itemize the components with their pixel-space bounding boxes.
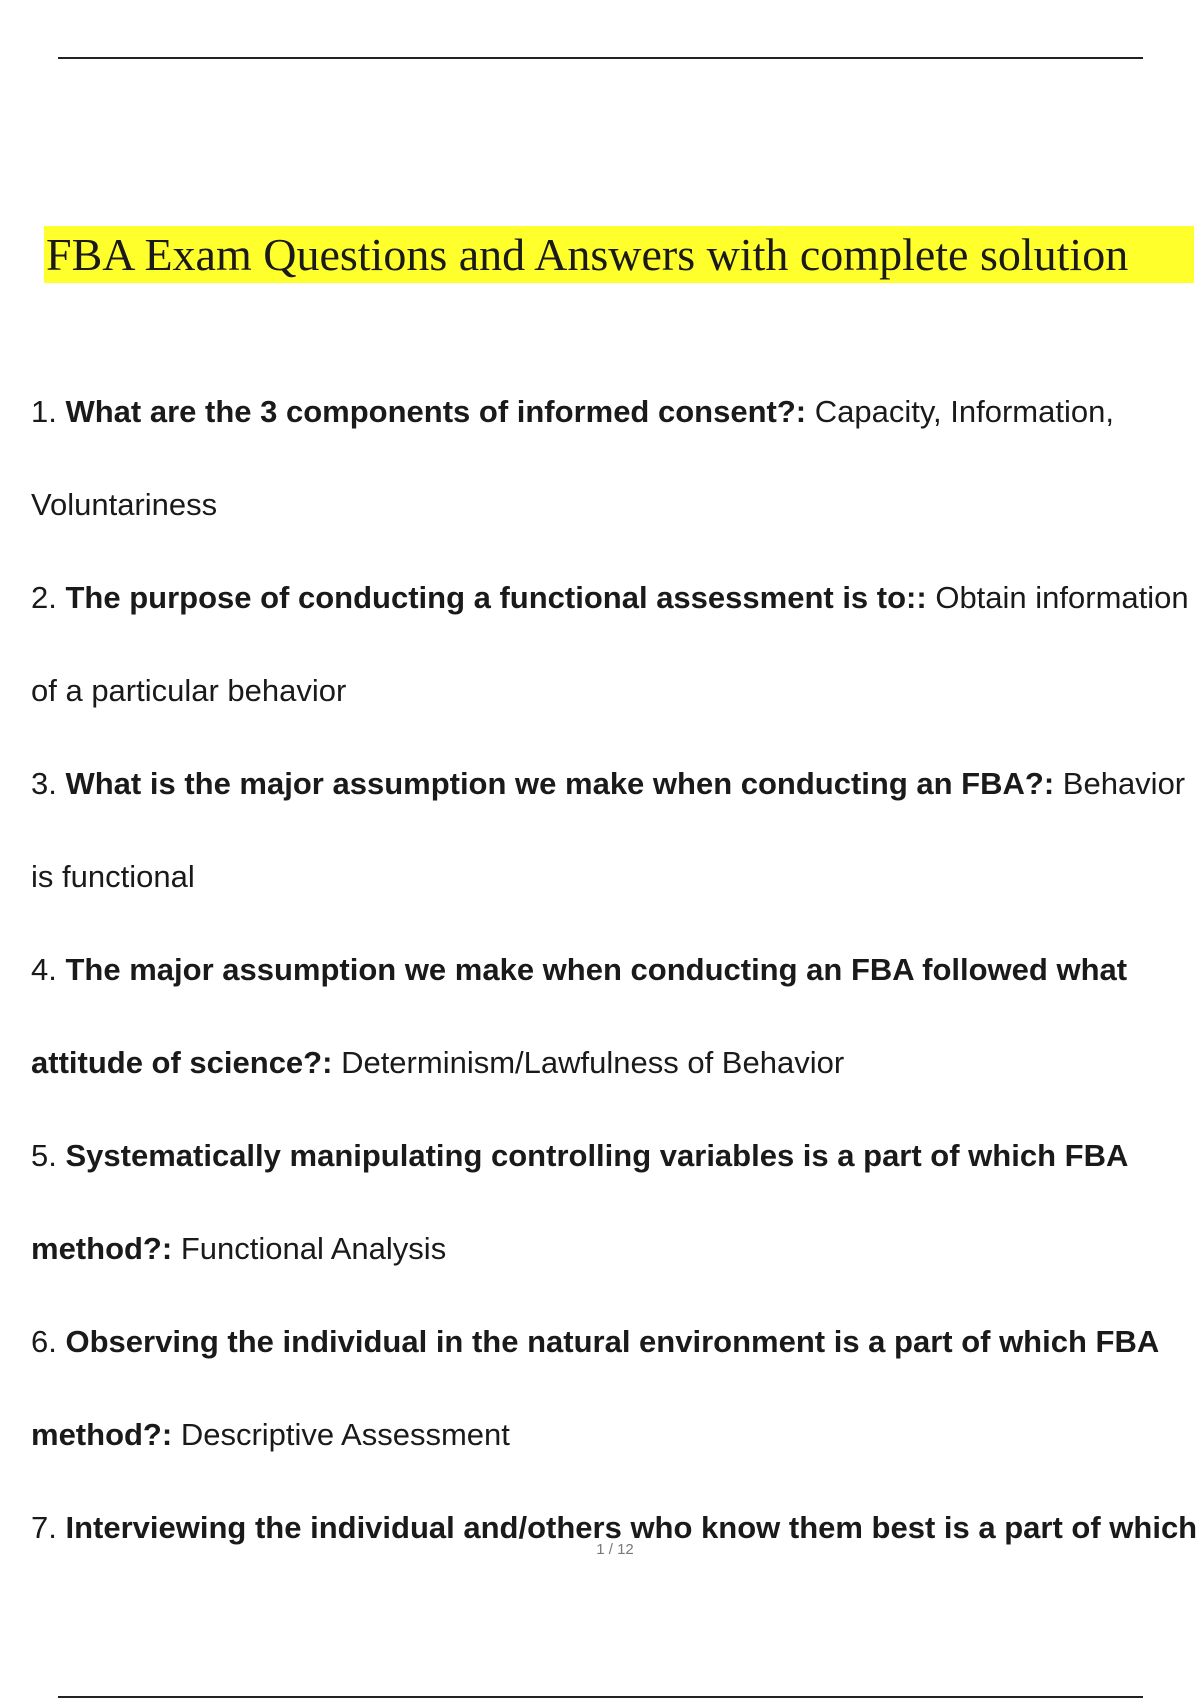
qa-item-6 (31, 1295, 1200, 1481)
item-number: 3. (31, 766, 57, 801)
item-number: 5. (31, 1138, 57, 1173)
qa-item-4 (31, 923, 1200, 1109)
item-number: 1. (31, 394, 57, 429)
qa-item-7 (31, 1481, 1200, 1574)
qa-list (31, 365, 1200, 1574)
item-number: 2. (31, 580, 57, 615)
item-answer: Behavior is functional (31, 766, 1186, 894)
qa-item-1 (31, 365, 1200, 551)
item-question: Observing the individual in the natural environment is a part of which FBA method?: (31, 1324, 1159, 1452)
qa-item-5 (31, 1109, 1200, 1295)
item-question: The major assumption we make when conducting an FBA followed what attitude of science?: (31, 952, 1128, 1080)
document-title: FBA Exam Questions and Answers with complete solution (46, 229, 1129, 280)
item-question: What are the 3 components of informed consent?: (65, 394, 807, 429)
title-highlight (44, 226, 1194, 283)
item-number: 7. (31, 1510, 57, 1545)
item-answer: Functional Analysis (180, 1231, 447, 1266)
header-rule (58, 57, 1143, 59)
qa-item-2 (31, 551, 1200, 737)
item-answer: Obtain information of a particular behavior (31, 580, 1189, 708)
item-number: 4. (31, 952, 57, 987)
item-number: 6. (31, 1324, 57, 1359)
footer-rule (58, 1696, 1143, 1698)
page-number: 1 / 12 (596, 1541, 634, 1558)
qa-item-3 (31, 737, 1200, 923)
item-question: What is the major assumption we make when conducting an FBA?: (65, 766, 1055, 801)
item-question: The purpose of conducting a functional assessment is to:: (65, 580, 927, 615)
item-question: Systematically manipulating controlling variables is a part of which FBA method?: (31, 1138, 1128, 1266)
item-answer: Determinism/Lawfulness of Behavior (341, 1045, 845, 1080)
item-question: Interviewing the individual and/others who know them best is a part of which (65, 1510, 1198, 1545)
item-answer: Capacity, Information, Voluntariness (31, 394, 1114, 522)
item-answer: Descriptive Assessment (180, 1417, 510, 1452)
